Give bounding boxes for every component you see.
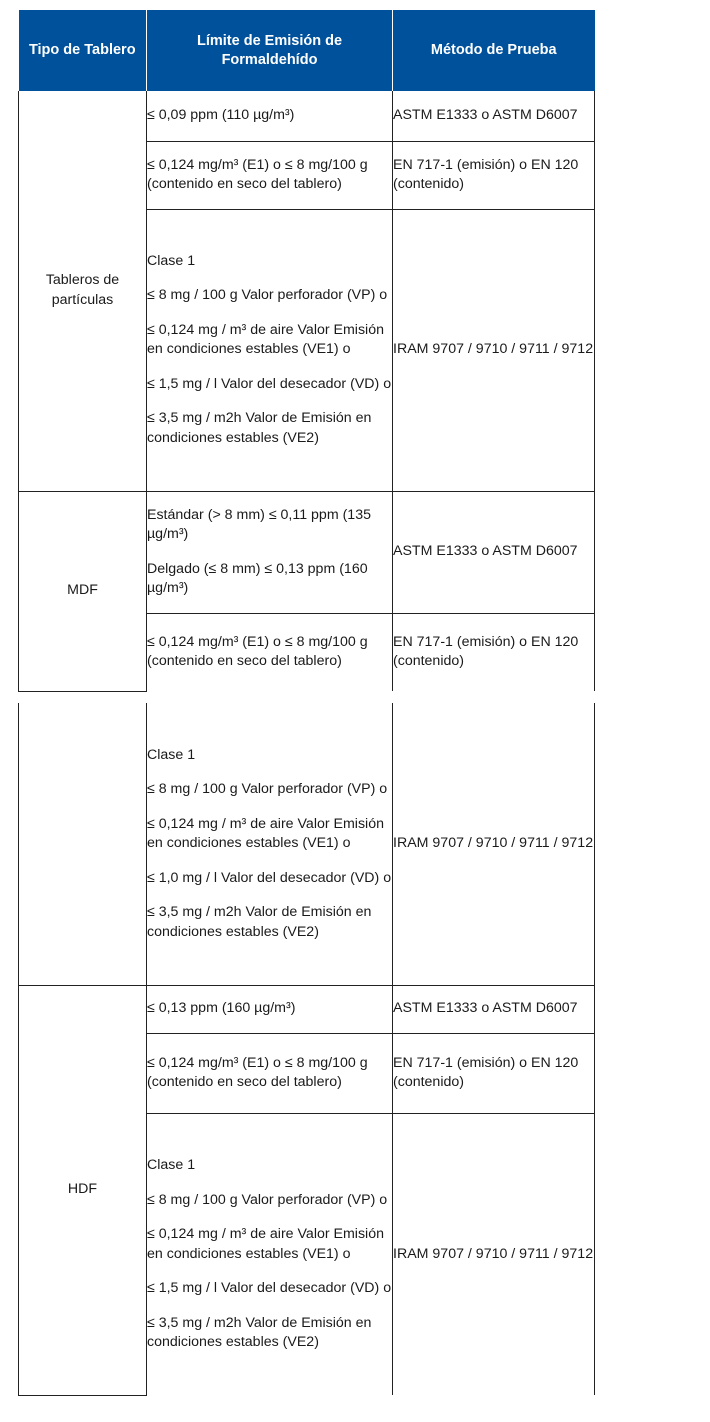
limit-cell: ≤ 0,124 mg/m³ (E1) o ≤ 8 mg/100 g (contenido en seco del tablero) <box>147 1033 393 1113</box>
method-cell: IRAM 9707 / 9710 / 9711 / 9712 <box>393 703 595 985</box>
method-cell: IRAM 9707 / 9710 / 9711 / 9712 <box>393 209 595 491</box>
table-row <box>19 985 595 1033</box>
limit-line: ≤ 3,5 mg / m2h Valor de Emisión en condiciones estables (VE2) <box>147 410 372 446</box>
board-type-hdf: HDF <box>19 985 147 1395</box>
board-type-particulas: Tableros de partículas <box>19 91 147 491</box>
limit-line: ≤ 8 mg / 100 g Valor perforador (VP) o <box>147 1191 388 1208</box>
limit-line: ≤ 1,5 mg / l Valor del desecador (VD) o <box>147 1280 392 1296</box>
limit-cell <box>147 1113 393 1395</box>
header-board-type: Tipo de Tablero <box>19 10 147 91</box>
method-cell: EN 717-1 (emisión) o EN 120 (contenido) <box>393 1033 595 1113</box>
limit-line: ≤ 3,5 mg / m2h Valor de Emisión en condiciones estables (VE2) <box>147 904 372 940</box>
limit-line: ≤ 3,5 mg / m2h Valor de Emisión en condiciones estables (VE2) <box>147 1314 372 1350</box>
limit-line: ≤ 1,5 mg / l Valor del desecador (VD) o <box>147 375 392 392</box>
limit-cell: ≤ 0,124 mg/m³ (E1) o ≤ 8 mg/100 g (contenido en seco del tablero) <box>147 613 393 691</box>
board-type-continued <box>19 703 147 985</box>
limit-line: Clase 1 <box>147 1157 196 1173</box>
table-row <box>19 91 595 141</box>
limit-cell <box>147 209 393 491</box>
table-row <box>19 703 595 985</box>
emission-table-part-1 <box>18 10 595 692</box>
limit-cell <box>147 703 393 985</box>
limit-cell: ≤ 0,13 ppm (160 µg/m³) <box>147 985 393 1033</box>
limit-line: Clase 1 <box>147 252 196 269</box>
header-emission-limit: Límite de Emisión de Formaldehído <box>147 10 393 91</box>
limit-cell: ≤ 0,09 ppm (110 µg/m³) <box>147 91 393 141</box>
limit-cell <box>147 491 393 613</box>
method-cell: IRAM 9707 / 9710 / 9711 / 9712 <box>393 1113 595 1395</box>
method-cell: EN 717-1 (emisión) o EN 120 (contenido) <box>393 141 595 209</box>
limit-line: Estándar (> 8 mm) ≤ 0,11 ppm (135 µg/m³) <box>147 506 371 542</box>
limit-cell: ≤ 0,124 mg/m³ (E1) o ≤ 8 mg/100 g (contenido en seco del tablero) <box>147 141 393 209</box>
table-header-row <box>19 10 595 91</box>
limit-line: ≤ 0,124 mg / m³ de aire Valor Emisión en condiciones estables (VE1) o <box>147 815 384 851</box>
method-cell: ASTM E1333 o ASTM D6007 <box>393 491 595 613</box>
table-part-2-wrapper <box>18 703 594 1396</box>
limit-line: ≤ 0,124 mg / m³ de aire Valor Emisión en condiciones estables (VE1) o <box>147 1226 384 1262</box>
table-part-1-wrapper <box>18 10 594 692</box>
limit-line: Clase 1 <box>147 746 196 763</box>
method-cell: EN 717-1 (emisión) o EN 120 (contenido) <box>393 613 595 691</box>
limit-line: Delgado (≤ 8 mm) ≤ 0,13 ppm (160 µg/m³) <box>147 560 368 596</box>
limit-line: ≤ 1,0 mg / l Valor del desecador (VD) o <box>147 869 392 886</box>
limit-line: ≤ 0,124 mg / m³ de aire Valor Emisión en condiciones estables (VE1) o <box>147 321 384 358</box>
limit-line: ≤ 8 mg / 100 g Valor perforador (VP) o <box>147 287 388 304</box>
limit-line: ≤ 8 mg / 100 g Valor perforador (VP) o <box>147 781 388 797</box>
board-type-mdf: MDF <box>19 491 147 691</box>
table-row <box>19 491 595 613</box>
method-cell: ASTM E1333 o ASTM D6007 <box>393 985 595 1033</box>
method-cell: ASTM E1333 o ASTM D6007 <box>393 91 595 141</box>
header-test-method: Método de Prueba <box>393 10 595 91</box>
emission-table-part-2 <box>18 703 595 1396</box>
